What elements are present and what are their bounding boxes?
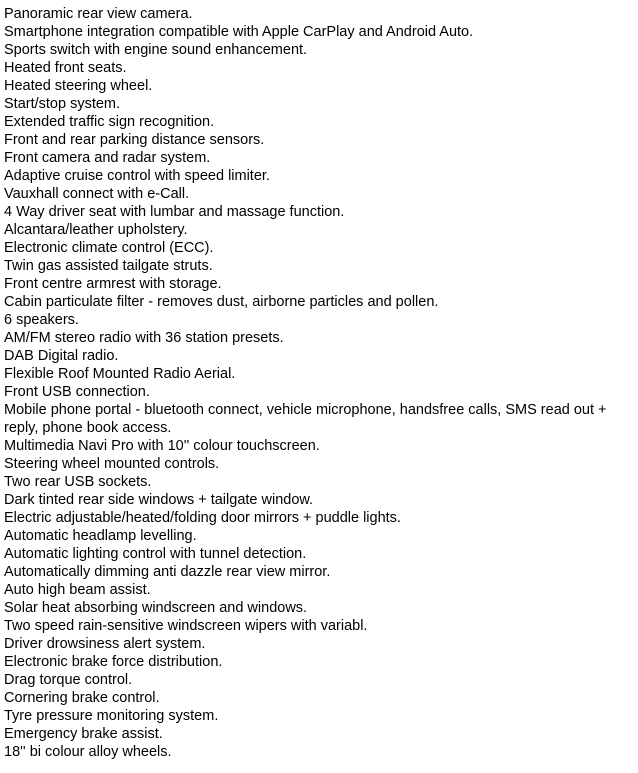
feature-item: Twin gas assisted tailgate struts. [4,258,213,274]
feature-item: Dark tinted rear side windows + tailgate window. [4,492,314,508]
feature-item: Panoramic rear view camera. [4,6,193,22]
feature-item: DAB Digital radio. [4,348,119,364]
feature-item: Smartphone integration compatible with Apple CarPlay and Android Auto. [4,24,474,40]
feature-item: Drag torque control. [4,672,133,688]
feature-item: Start/stop system. [4,96,121,112]
feature-item: AM/FM stereo radio with 36 station presets. [4,330,284,346]
feature-item: Front camera and radar system. [4,150,211,166]
feature-item: Electric adjustable/heated/folding door mirrors + puddle lights. [4,510,401,526]
feature-item: Driver drowsiness alert system. [4,636,206,652]
feature-item: Adaptive cruise control with speed limiter. [4,168,270,184]
feature-item: Alcantara/leather upholstery. [4,222,188,238]
feature-item: Front and rear parking distance sensors. [4,132,265,148]
feature-item: Front centre armrest with storage. [4,276,222,292]
feature-item: Emergency brake assist. [4,726,163,742]
feature-item: Heated front seats. [4,60,127,76]
feature-item: Electronic climate control (ECC). [4,240,214,256]
feature-item: 4 Way driver seat with lumbar and massage function. [4,204,345,220]
feature-item: Extended traffic sign recognition. [4,114,215,130]
feature-item: Flexible Roof Mounted Radio Aerial. [4,366,236,382]
feature-item: Solar heat absorbing windscreen and windows. [4,600,308,616]
feature-item: Sports switch with engine sound enhancement. [4,42,308,58]
feature-item: Vauxhall connect with e-Call. [4,186,190,202]
feature-item: Two rear USB sockets. [4,474,152,490]
feature-item: Heated steering wheel. [4,78,153,94]
feature-item: 6 speakers. [4,312,79,328]
feature-item: Tyre pressure monitoring system. [4,708,219,724]
feature-item: Electronic brake force distribution. [4,654,223,670]
feature-item: Multimedia Navi Pro with 10'' colour touchscreen. [4,438,320,454]
feature-item: Automatic headlamp levelling. [4,528,197,544]
feature-item: Steering wheel mounted controls. [4,456,220,472]
feature-item: Automatically dimming anti dazzle rear view mirror. [4,564,331,580]
feature-item: Front USB connection. [4,384,150,400]
feature-item: Mobile phone portal - bluetooth connect, vehicle microphone, handsfree calls, SMS read out + reply, phone book access. [4,402,607,436]
feature-list [4,5,638,761]
feature-item: Cabin particulate filter - removes dust, airborne particles and pollen. [4,294,439,310]
feature-item: 18'' bi colour alloy wheels. [4,744,172,760]
feature-item: Auto high beam assist. [4,582,151,598]
feature-item: Two speed rain-sensitive windscreen wipers with variabl. [4,618,368,634]
feature-item: Automatic lighting control with tunnel detection. [4,546,307,562]
feature-item: Cornering brake control. [4,690,160,706]
